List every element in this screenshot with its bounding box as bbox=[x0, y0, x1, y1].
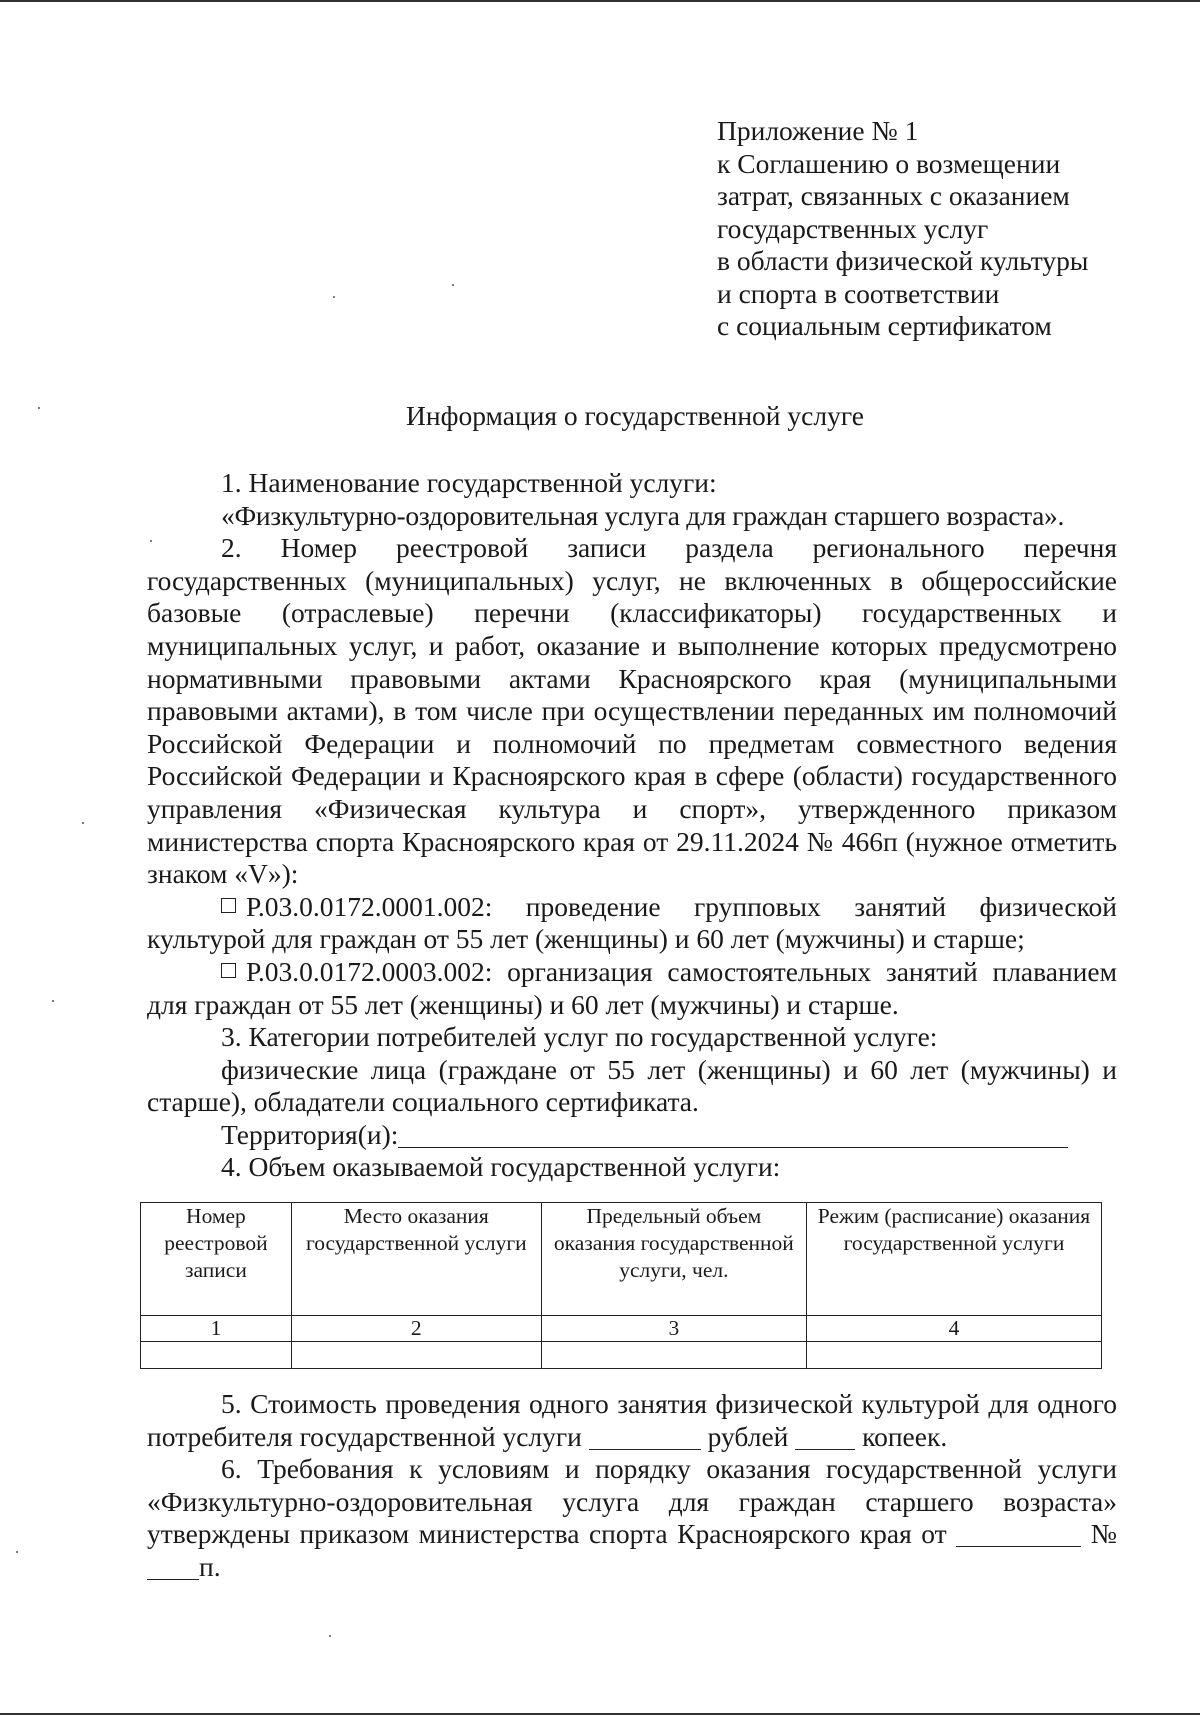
section-1-heading: 1. Наименование государственной услуги: bbox=[221, 467, 717, 498]
scan-speck bbox=[82, 822, 84, 824]
appendix-line: с социальным сертификатом bbox=[717, 310, 1052, 341]
scan-speck bbox=[52, 1000, 54, 1002]
territory-field[interactable] bbox=[398, 1125, 1068, 1148]
table-column-number: 2 bbox=[291, 1316, 541, 1342]
section-3-value: физические лица (граждане от 55 лет (женщины) и 60 лет (мужчины) и старше), обладатели социального сертификата. bbox=[147, 1053, 1117, 1118]
kopecks-field[interactable] bbox=[795, 1427, 855, 1450]
table-header-cell: Номер реестровой записи bbox=[141, 1203, 292, 1316]
table-column-number: 1 bbox=[141, 1316, 292, 1342]
document-title: Информация о государственной услуге bbox=[406, 400, 864, 431]
option-2-checkbox[interactable] bbox=[221, 963, 236, 978]
table-cell[interactable] bbox=[141, 1342, 292, 1369]
section-6-part1: 6. Требования к условиям и порядку оказания государственной услуги «Физкультурно-оздоровительная услуга для граждан старшего возраста» утверждены приказом министерства спорта Красноярского края от bbox=[147, 1453, 1117, 1550]
document-body bbox=[147, 467, 1117, 1184]
order-date-field[interactable] bbox=[956, 1524, 1081, 1547]
table-cell[interactable] bbox=[541, 1342, 806, 1369]
order-number-suffix: п. bbox=[199, 1550, 221, 1582]
scan-speck bbox=[333, 296, 335, 298]
table-cell[interactable] bbox=[291, 1342, 541, 1369]
document-body-continued bbox=[147, 1388, 1117, 1584]
section-5-text bbox=[147, 1388, 1117, 1453]
section-1-value: «Физкультурно-оздоровительная услуга для граждан старшего возраста». bbox=[221, 499, 1065, 531]
order-number-sign: № bbox=[1090, 1518, 1117, 1550]
option-1-checkbox[interactable] bbox=[221, 898, 236, 913]
table-header-cell: Режим (расписание) оказания государственной услуги bbox=[806, 1203, 1101, 1316]
scan-speck bbox=[329, 1635, 331, 1637]
scan-speck bbox=[16, 1551, 18, 1553]
table-row bbox=[141, 1316, 1102, 1342]
appendix-line: затрат, связанных с оказанием bbox=[717, 180, 1070, 211]
option-1-label: Р.03.0.0172.0001.002: проведение групповых занятий физической культурой для граждан от 55 лет (женщины) и 60 лет (мужчины) и старше; bbox=[147, 890, 1117, 955]
rubles-field[interactable] bbox=[589, 1427, 701, 1450]
territory-line bbox=[147, 1119, 1117, 1152]
table-column-number: 3 bbox=[541, 1316, 806, 1342]
table-row bbox=[141, 1342, 1102, 1369]
section-2-text: 2. Номер реестровой записи раздела регионального перечня государственных (муниципальных) услуг, не включенных в общероссийские базовые (отраслевые) перечни (классификаторы) государственных и муниципальных услуг, и работ, оказание и выполнение которых предусмотрено нормативными правовыми актами Красноярского края (муниципальными правовыми актами), в том числе при осуществлении переданных им полномочий Российской Федерации и полномочий по предметам совместного ведения Российской Федерации и Красноярского края в сфере (области) государственного управления «Физическая культура и спорт», утвержденного приказом министерства спорта Красноярского края от 29.11.2024 № 466п (нужное отметить знаком «V»): bbox=[147, 532, 1117, 890]
option-1 bbox=[147, 891, 1117, 956]
section-3-heading: 3. Категории потребителей услуг по государственной услуге: bbox=[221, 1021, 938, 1053]
appendix-line: в области физической культуры bbox=[717, 245, 1089, 276]
table-cell[interactable] bbox=[806, 1342, 1101, 1369]
rubles-label: рублей bbox=[707, 1420, 789, 1452]
section-4-heading: 4. Объем оказываемой государственной услуги: bbox=[221, 1151, 781, 1183]
appendix-line: государственных услуг bbox=[717, 212, 989, 244]
appendix-line: к Соглашению о возмещении bbox=[717, 147, 1061, 179]
table-header-row bbox=[141, 1203, 1102, 1316]
section-6-text bbox=[147, 1453, 1117, 1583]
kopecks-label: копеек. bbox=[862, 1420, 948, 1452]
top-scan-edge bbox=[0, 0, 1200, 2]
appendix-line: Приложение № 1 bbox=[717, 115, 919, 146]
order-number-field[interactable] bbox=[147, 1557, 199, 1580]
territory-label: Территория(и): bbox=[221, 1118, 399, 1150]
service-volume-table bbox=[140, 1202, 1102, 1369]
section-5-part1: 5. Стоимость проведения одного занятия физической культурой для одного потребителя государственной услуги bbox=[147, 1388, 1117, 1452]
bottom-scan-edge bbox=[0, 1713, 1200, 1715]
option-2-label: Р.03.0.0172.0003.002: организация самостоятельных занятий плаванием для граждан от 55 лет (женщины) и 60 лет (мужчины) и старше. bbox=[147, 955, 1117, 1020]
appendix-header bbox=[717, 115, 1088, 343]
table-header-cell: Место оказания государственной услуги bbox=[291, 1203, 541, 1316]
appendix-line: и спорта в соответствии bbox=[717, 277, 1000, 309]
table-header-cell: Предельный объем оказания государственной услуги, чел. bbox=[541, 1203, 806, 1316]
option-2 bbox=[147, 956, 1117, 1021]
scan-speck bbox=[452, 284, 454, 286]
table-column-number: 4 bbox=[806, 1316, 1101, 1342]
